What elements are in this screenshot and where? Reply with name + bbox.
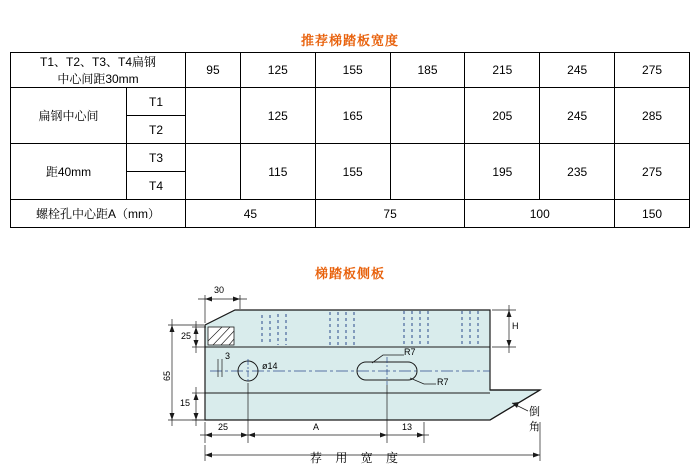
- cell-t1t2-125: 125: [240, 88, 315, 144]
- label-overall-width: 荐 用 宽 度: [310, 451, 404, 465]
- row-label-line2: 中心间距30mm: [57, 72, 139, 86]
- dim-bottom-25: 25: [218, 422, 229, 432]
- cell-bolt-45: 45: [186, 200, 316, 228]
- cell-t1t2-285: 285: [615, 88, 690, 144]
- dim-radius-lower: R7: [437, 377, 449, 387]
- cell-t1t2-245: 245: [540, 88, 615, 144]
- cell-t3t4-blank: [186, 144, 241, 200]
- top-section-title: 推荐梯踏板宽度: [300, 33, 399, 48]
- cell-t3t4-155: 155: [315, 144, 390, 200]
- dim-left-15: 15: [180, 398, 191, 408]
- dim-bottom-A: A: [313, 422, 320, 432]
- cell-t3t4-115: 115: [240, 144, 315, 200]
- sub-label-t2: T2: [127, 116, 186, 144]
- cell-t1t2-205: 205: [465, 88, 540, 144]
- sub-label-t4: T4: [127, 172, 186, 200]
- cell-w-155: 155: [315, 53, 390, 88]
- table-row: [11, 144, 690, 172]
- cell-w-185: 185: [390, 53, 465, 88]
- cell-t3t4-275: 275: [615, 144, 690, 200]
- dim-left-65: 65: [162, 370, 172, 381]
- side-plate-svg: [0, 285, 700, 470]
- cell-w-95: 95: [186, 53, 241, 88]
- cell-w-215: 215: [465, 53, 540, 88]
- dim-hole-diameter: ø14: [262, 361, 278, 371]
- dim-thickness-3: 3: [225, 351, 231, 361]
- hatch-block-rect: [208, 327, 234, 345]
- cell-w-245: 245: [540, 53, 615, 88]
- cell-bolt-150: 150: [615, 200, 690, 228]
- cell-t1t2-blank2: [390, 88, 465, 144]
- dim-bottom-13: 13: [402, 422, 413, 432]
- hatch-block: [208, 327, 234, 345]
- label-chamfer-line1: 倒: [529, 406, 540, 418]
- cell-t1t2-165: 165: [315, 88, 390, 144]
- row-label-bolt-spacing: 螺栓孔中心距A（mm）: [11, 200, 186, 228]
- cell-bolt-100: 100: [465, 200, 615, 228]
- dim-radius-upper: R7: [404, 347, 416, 357]
- table-row: [11, 200, 690, 228]
- cell-w-125: 125: [240, 53, 315, 88]
- dim-top-width: 30: [214, 285, 225, 295]
- label-chamfer-line2: 角: [529, 421, 540, 433]
- plate-fill-shape: [205, 310, 540, 420]
- cell-t1t2-blank: [186, 88, 241, 144]
- bottom-section-title: 梯踏板侧板: [314, 266, 385, 281]
- cell-bolt-75: 75: [315, 200, 465, 228]
- sub-label-t3: T3: [127, 144, 186, 172]
- side-plate-drawing: [0, 285, 700, 470]
- plate-outline: [205, 310, 540, 420]
- group-label-flatsteel40-b: 距40mm: [11, 144, 127, 200]
- cell-t3t4-235: 235: [540, 144, 615, 200]
- table-row: [11, 88, 690, 116]
- sub-label-t1: T1: [127, 88, 186, 116]
- row-label-flatsteel30: [11, 53, 186, 88]
- cell-t3t4-195: 195: [465, 144, 540, 200]
- row-label-line1: T1、T2、T3、T4扁钢: [39, 55, 157, 69]
- cell-w-275: 275: [615, 53, 690, 88]
- group-label-flatsteel40-a: 扁钢中心间: [11, 88, 127, 144]
- dim-right-H: H: [512, 321, 519, 331]
- recommended-width-table: [10, 52, 690, 228]
- cell-t3t4-blank2: [390, 144, 465, 200]
- dim-left-25: 25: [181, 331, 192, 341]
